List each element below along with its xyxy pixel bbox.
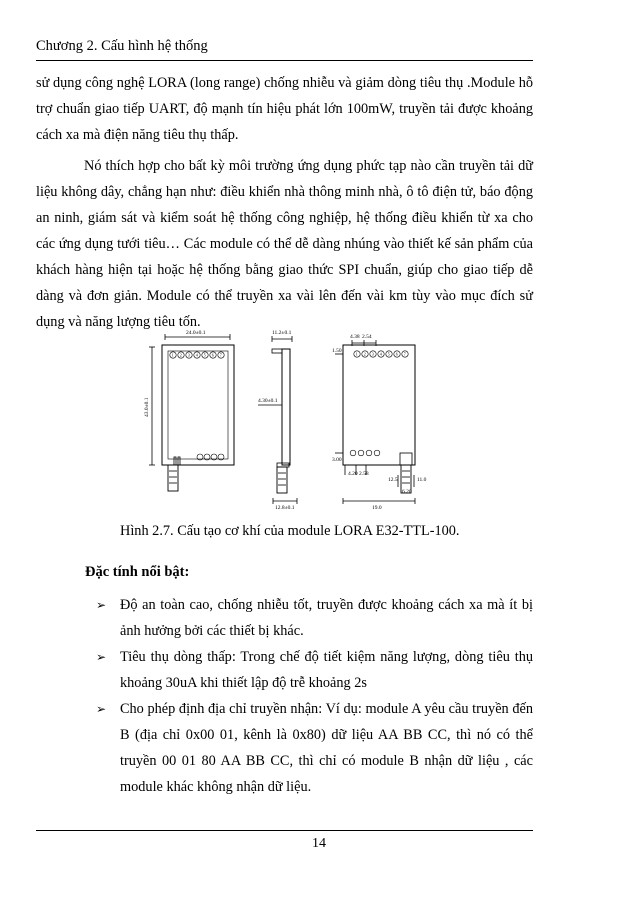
side-view: [258, 336, 297, 504]
dim-back-bottom-b: 2.58: [359, 471, 369, 477]
feature-item: [96, 696, 533, 800]
feature-item-text: Cho phép định địa chỉ truyền nhận: Ví dụ: module A yêu cầu truyền đến B (địa chỉ 0x00 01, kênh là 0x80) dữ liệu AA BB CC, thì nó có thể truyền 00 01 80 AA BB CC, thì chỉ có module B nhận dữ liệu , các module khác không nhận dữ liệu.: [120, 701, 533, 795]
dim-back-ant-c: 11.0: [417, 477, 427, 483]
page-number: 14: [312, 836, 326, 851]
dim-side-thickness: 11.2±0.1: [272, 330, 292, 336]
front-view: [149, 334, 234, 491]
front-pin-label: 4: [195, 352, 198, 358]
dim-front-width: 24.0±0.1: [186, 330, 206, 336]
figure-caption: Hình 2.7. Cấu tạo cơ khí của module LORA E32-TTL-100.: [120, 523, 460, 539]
dim-back-top: 1.50: [332, 348, 342, 354]
dim-side-mid: 4.30±0.1: [258, 398, 278, 404]
front-pin-label: 3: [187, 352, 190, 358]
header-rule: [36, 60, 533, 61]
dim-back-bottom-a: 4.20: [348, 471, 358, 477]
paragraph-2: Nó thích hợp cho bất kỳ môi trường ứng dụng phức tạp nào cần truyền tải dữ liệu không dây, chẳng hạn như: điều khiển nhà thông minh nhà, ô tô điện tử, báo động an ninh, giám sát và kiểm soát hệ thống công nghiệp, hệ thống điều khiển từ xa cho các ứng dụng tưới tiêu… Các module có thể dễ dàng nhúng vào thiết kế sản phẩm của khách hàng hiện tại hoặc hệ thống bằng giao thức SPI chuẩn, giúp cho giao tiếp dễ dàng và đơn giản. Module có thể truyền xa vài lên đến vài km tùy vào mục đích sử dụng và năng lượng tiêu tốn.: [36, 158, 533, 330]
feature-item: [96, 592, 533, 644]
lora-module-mechanical-drawing: [140, 325, 440, 515]
back-pin-label: 1: [355, 351, 358, 357]
back-pin-label: 5: [387, 351, 390, 357]
feature-item-text: Tiêu thụ dòng thấp: Trong chế độ tiết kiệm năng lượng, dòng tiêu thụ khoảng 30uA khi thiết lập độ trễ khoảng 2s: [120, 649, 533, 691]
footer-rule: [36, 830, 533, 831]
front-pin-label: 1: [171, 352, 174, 358]
front-pin-label: 2: [179, 352, 182, 358]
dim-back-lower: 3.00: [332, 457, 342, 463]
front-pin-label: 7: [219, 352, 222, 358]
back-view: [335, 340, 415, 504]
dim-back-total: 19.0: [372, 505, 382, 511]
back-pin-label: 7: [403, 351, 406, 357]
feature-item: [96, 644, 533, 696]
front-pin-label: 5: [203, 352, 206, 358]
page-header-title: Chương 2. Cấu hình hệ thống: [36, 38, 208, 54]
feature-item-text: Độ an toàn cao, chống nhiễu tốt, truyền được khoảng cách xa mà ít bị ảnh hưởng bởi các thiết bị khác.: [120, 597, 533, 639]
dim-front-height: 43.0±0.1: [144, 397, 150, 417]
back-pin-label: 3: [371, 351, 374, 357]
mechanical-drawing-svg: [140, 325, 440, 515]
front-pin-label: 6: [211, 352, 214, 358]
bullet-arrow-icon: ➢: [96, 702, 107, 716]
features-heading: Đặc tính nổi bật:: [85, 564, 190, 580]
dim-back-pitch-a: 4.38: [350, 334, 360, 340]
bullet-arrow-icon: ➢: [96, 598, 107, 612]
bullet-arrow-icon: ➢: [96, 650, 107, 664]
dim-back-pitch-b: 2.54: [362, 334, 372, 340]
paragraph-1: sử dụng công nghệ LORA (long range) chống nhiễu và giảm dòng tiêu thụ .Module hỗ trợ chuẩn giao tiếp UART, độ mạnh tín hiệu phát lớn 100mW, truyền tải được khoảng cách xa mà điện năng tiêu thụ thấp.: [36, 75, 533, 143]
dim-back-ant-b: 6.20: [402, 489, 412, 495]
back-pin-label: 6: [395, 351, 398, 357]
back-pin-label: 2: [363, 351, 366, 357]
dim-side-bottom: 12.8±0.1: [275, 505, 295, 511]
back-pin-label: 4: [379, 351, 382, 357]
dim-back-ant-a: 12.5: [388, 477, 398, 483]
